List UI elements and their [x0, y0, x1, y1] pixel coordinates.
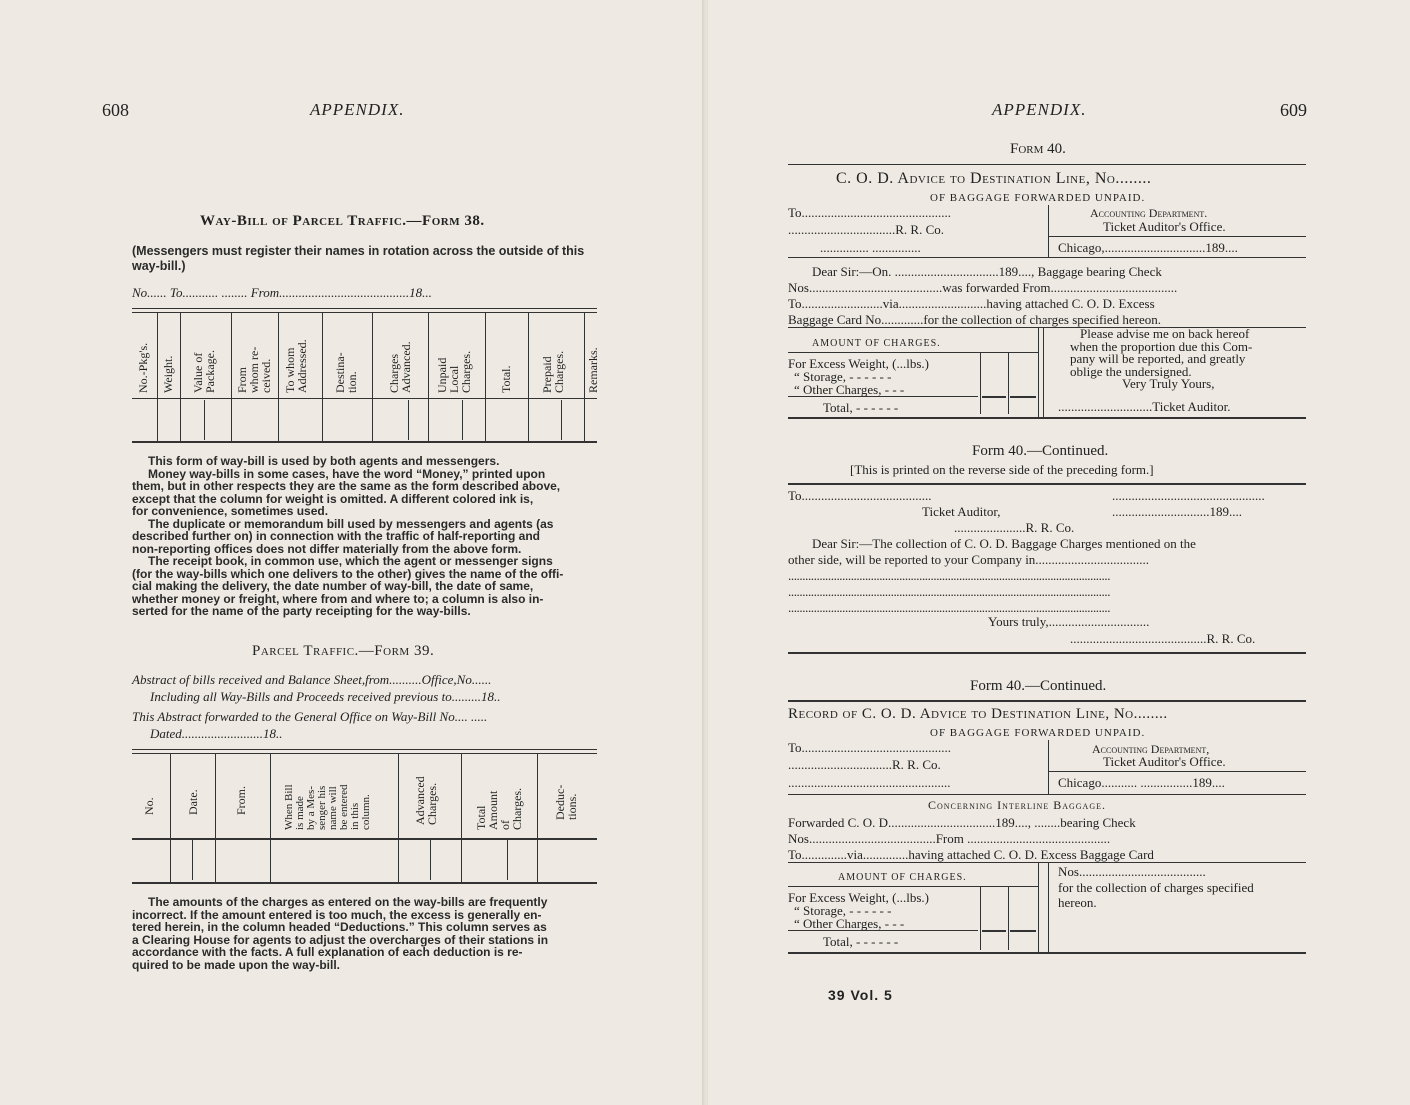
column-header: Deduc- tions.: [553, 784, 579, 820]
text-line: (for the way-bills which one delivers to the other) gives the name of the offi-: [132, 566, 564, 581]
charge-line: “ Other Charges, - - -: [794, 382, 905, 397]
divider: [980, 352, 981, 414]
rule: [788, 164, 1306, 165]
form40-heading: Form 40.: [1010, 141, 1066, 157]
text-line: This form of way-bill is used by both agents and messengers.: [148, 454, 500, 468]
col-divider: [430, 840, 431, 880]
text-line: oblige the undersigned.: [1070, 363, 1192, 379]
column-header: Prepaid Charges.: [540, 350, 566, 393]
col-divider: [485, 312, 486, 442]
page-number: 608: [102, 100, 129, 120]
col-divider: [428, 312, 429, 442]
column-header: Date.: [186, 789, 200, 815]
chicago-line: Chicago........... ................189....: [1058, 775, 1225, 790]
col-divider: [507, 840, 508, 880]
amount-heading: AMOUNT OF CHARGES.: [812, 338, 941, 349]
ticket-auditor-label: Ticket Auditor,: [922, 504, 1001, 519]
nos-line: Nos.........................................was forwarded From.......................................: [788, 280, 1178, 295]
form39-line: Dated.........................18..: [150, 726, 283, 741]
rule: [1010, 930, 1036, 932]
form38-line: No...... To........... ........ From........................................18...: [132, 285, 432, 300]
form39-title: Parcel Traffic.—Form 39.: [252, 643, 435, 659]
col-divider: [461, 753, 462, 883]
rule: [788, 952, 1306, 954]
divider: [1008, 352, 1009, 414]
charge-line: For Excess Weight, (...lbs.): [788, 356, 929, 371]
divider: [1048, 205, 1049, 257]
divider: [980, 886, 981, 950]
signature-line: .............................Ticket Auditor.: [1058, 399, 1231, 414]
rule: [788, 257, 1306, 258]
divider: [1038, 327, 1039, 417]
col-divider: [561, 400, 562, 440]
rr-line: ......................R. R. Co.: [954, 520, 1075, 535]
form39-line: This Abstract forwarded to the General Office on Way-Bill No.... .....: [132, 709, 488, 724]
yours-line: Yours truly,...............................: [988, 614, 1150, 629]
rule: [788, 483, 1306, 485]
to-line: To..............................................: [788, 740, 952, 755]
form40b-heading: Form 40.—Continued.: [972, 443, 1109, 459]
col-divider: [462, 400, 463, 440]
column-header: No.: [142, 797, 156, 815]
amount-heading: AMOUNT OF CHARGES.: [838, 872, 967, 883]
table-rule: [132, 749, 597, 750]
col-divider: [322, 312, 323, 442]
text-line: Money way-bills in some cases, have the word “Money,” printed upon: [148, 466, 546, 481]
table-rule: [132, 882, 597, 884]
col-divider: [170, 753, 171, 883]
rr-line: ..........................................R. R. Co.: [1070, 631, 1256, 646]
concerning-label: Concerning Interline Baggage.: [928, 798, 1106, 812]
dots-line: ..................................................: [788, 775, 951, 790]
form40-subtitle: OF BAGGAGE FORWARDED UNPAID.: [930, 192, 1146, 204]
dots-line: .................................................................................................................: [788, 568, 1111, 583]
column-header: No.-Pkg's.: [136, 342, 150, 393]
collection-block: [1058, 880, 1254, 910]
rr-line: ................................R. R. Co.: [788, 757, 941, 772]
rule: [982, 396, 1006, 398]
signature-mark: 39 Vol. 5: [828, 987, 893, 1003]
col-divider: [584, 312, 585, 442]
text-line: pany will be reported, and greatly: [1070, 351, 1246, 366]
text-line: hereon.: [1058, 895, 1097, 910]
divider: [1043, 327, 1044, 417]
table-rule: [132, 838, 597, 840]
text-line: tered herein, in the column headed “Deductions.” This column serves as: [132, 920, 547, 934]
text-line: for convenience, sometimes used.: [132, 504, 329, 518]
form38-description: [132, 455, 602, 618]
dept-label: Accounting Department.: [1090, 206, 1208, 220]
closing-line: Very Truly Yours,: [1122, 376, 1215, 391]
column-header: To whom Addressed.: [283, 339, 309, 393]
form40b-note: [This is printed on the reverse side of the preceding form.]: [850, 462, 1154, 477]
form40-title: C. O. D. Advice to Destination Line, No........: [836, 170, 1152, 187]
charge-line: “ Storage, - - - - - -: [794, 369, 892, 384]
forwarded-line: Forwarded C. O. D.................................189...., ........bearing Check: [788, 815, 1136, 830]
text-line: when the proportion due this Com-: [1070, 338, 1253, 354]
col-divider: [528, 312, 529, 442]
column-header: Charges Advanced.: [387, 341, 413, 393]
running-head: APPENDIX.: [310, 100, 405, 119]
col-divider: [180, 312, 181, 442]
text-line: a Clearing House for agents to adjust the overcharges of their stations in: [132, 932, 549, 947]
text-line: The duplicate or memorandum bill used by messengers and agents (as: [148, 516, 554, 531]
dots-line: ............... ...............: [820, 240, 921, 255]
col-divider: [398, 753, 399, 883]
divider: [1038, 862, 1039, 952]
text-line: Please advise me on back hereof: [1080, 326, 1250, 341]
column-header: Total.: [499, 365, 513, 393]
to-line: To........................................: [788, 488, 932, 503]
column-header: From whom re- ceived.: [235, 346, 273, 393]
col-divider: [278, 312, 279, 442]
column-header: When Bill is made by a Mes- senger his name will be entered in this column.: [283, 784, 372, 830]
charge-line: “ Other Charges, - - -: [794, 916, 905, 931]
col-divider: [372, 312, 373, 442]
rule: [788, 700, 1306, 702]
running-head: APPENDIX.: [992, 100, 1087, 119]
col-divider: [270, 753, 271, 883]
nos-line: Nos.......................................: [1058, 864, 1206, 879]
text-line: described further on) in connection with the traffic of half-reporting and: [132, 529, 541, 543]
rule: [1048, 236, 1306, 237]
dept-label: Accounting Department,: [1092, 742, 1210, 756]
text-line: The receipt book, in common use, which the agent or messenger signs: [148, 554, 553, 568]
dots-line: ...............................................: [1112, 488, 1265, 503]
col-divider: [537, 753, 538, 883]
rule: [788, 652, 1306, 654]
rr-line: .................................R. R. Co.: [788, 222, 945, 237]
charge-line: For Excess Weight, (...lbs.): [788, 890, 929, 905]
office-label: Ticket Auditor's Office.: [1103, 754, 1226, 769]
rule: [788, 352, 1038, 353]
to-via-line: To..............via..............having attached C. O. D. Excess Baggage Card: [788, 847, 1154, 862]
body-line: Dear Sir:—The collection of C. O. D. Baggage Charges mentioned on the: [812, 536, 1196, 551]
text-line: whether money or freight, where from and where to; a column is also in-: [132, 591, 544, 606]
col-divider: [231, 312, 232, 442]
column-header: Destina- tion.: [333, 352, 359, 393]
column-header: Weight.: [161, 355, 175, 393]
right-page: [708, 0, 1410, 1105]
total-line: Total, - - - - - -: [823, 934, 899, 949]
page-number: 609: [1280, 100, 1307, 120]
text-line: quired to be made upon the way-bill.: [132, 957, 341, 972]
col-divider: [157, 312, 158, 442]
text-line: except that the column for weight is omitted. A different colored ink is,: [132, 491, 534, 506]
table-rule: [132, 753, 597, 754]
form39-line: Abstract of bills received and Balance Sheet,from..........Office,No......: [132, 672, 492, 687]
body-line: other side, will be reported to your Company in...................................: [788, 552, 1150, 567]
text-line: cial making the delivery, the date number of way-bill, the date of same,: [132, 579, 534, 593]
col-divider: [215, 753, 216, 883]
divider: [1048, 740, 1049, 794]
total-line: Total, - - - - - -: [823, 400, 899, 415]
rule: [982, 930, 1006, 932]
form38-note: (Messengers must register their names in rotation across the outside of this way-bill.): [132, 244, 585, 273]
text-line: The amounts of the charges as entered on the way-bills are frequently: [148, 895, 548, 909]
divider: [1048, 862, 1049, 952]
rule: [788, 417, 1306, 419]
rule: [788, 886, 1038, 887]
rule: [788, 862, 1306, 863]
baggage-card-line: Baggage Card No.............for the collection of charges specified hereon.: [788, 312, 1162, 327]
to-line: To..............................................: [788, 205, 952, 220]
rule: [788, 930, 978, 931]
table-rule: [132, 308, 597, 309]
dots-line: .................................................................................................................: [788, 600, 1111, 615]
nos-line: Nos.......................................From ............................................: [788, 831, 1111, 846]
to-via-line: To.........................via...........................having attached C. O. D. Excess: [788, 296, 1155, 311]
left-page: [0, 0, 704, 1105]
form39-line: Including all Way-Bills and Proceeds received previous to.........18..: [150, 689, 501, 704]
text-line: for the collection of charges specified: [1058, 880, 1254, 895]
office-label: Ticket Auditor's Office.: [1103, 219, 1226, 234]
rule: [788, 794, 1306, 795]
rule: [1010, 396, 1036, 398]
column-header: From.: [234, 785, 248, 815]
form39-description: [132, 896, 602, 971]
date-line: ..............................189....: [1112, 504, 1242, 519]
text-line: accordance with the facts. A full explanation of each deduction is re-: [132, 945, 523, 959]
column-header: Total Amount of Charges.: [474, 787, 524, 830]
column-header: Unpaid Local Charges.: [435, 350, 473, 393]
charge-line: “ Storage, - - - - - -: [794, 903, 892, 918]
text-line: incorrect. If the amount entered is too much, the excess is generally en-: [132, 907, 542, 922]
column-header: Remarks.: [586, 347, 600, 393]
form40c-subtitle: OF BAGGAGE FORWARDED UNPAID.: [930, 727, 1146, 739]
divider: [1008, 886, 1009, 950]
advise-block: [1070, 328, 1252, 391]
form40c-heading: Form 40.—Continued.: [970, 678, 1107, 694]
text-line: non-reporting offices does not differ materially from the above form.: [132, 541, 522, 556]
col-divider: [204, 400, 205, 440]
dear-sir-line: Dear Sir:—On. ................................189...., Baggage bearing Check: [812, 264, 1162, 279]
text-line: them, but in other respects they are the same as the form described above,: [132, 479, 561, 493]
text-line: serted for the name of the party receipting for the way-bills.: [132, 604, 471, 618]
col-divider: [192, 840, 193, 880]
dots-line: .................................................................................................................: [788, 584, 1111, 599]
column-header: Advanced Charges.: [413, 776, 439, 825]
rule: [788, 396, 978, 397]
column-header: Value of Package.: [191, 350, 217, 393]
form38-title: Way-Bill of Parcel Traffic.—Form 38.: [200, 213, 485, 229]
rule: [1048, 771, 1306, 772]
col-divider: [408, 400, 409, 440]
chicago-line: Chicago,...............................189....: [1058, 240, 1238, 255]
form40c-title: Record of C. O. D. Advice to Destination Line, No........: [788, 706, 1168, 722]
